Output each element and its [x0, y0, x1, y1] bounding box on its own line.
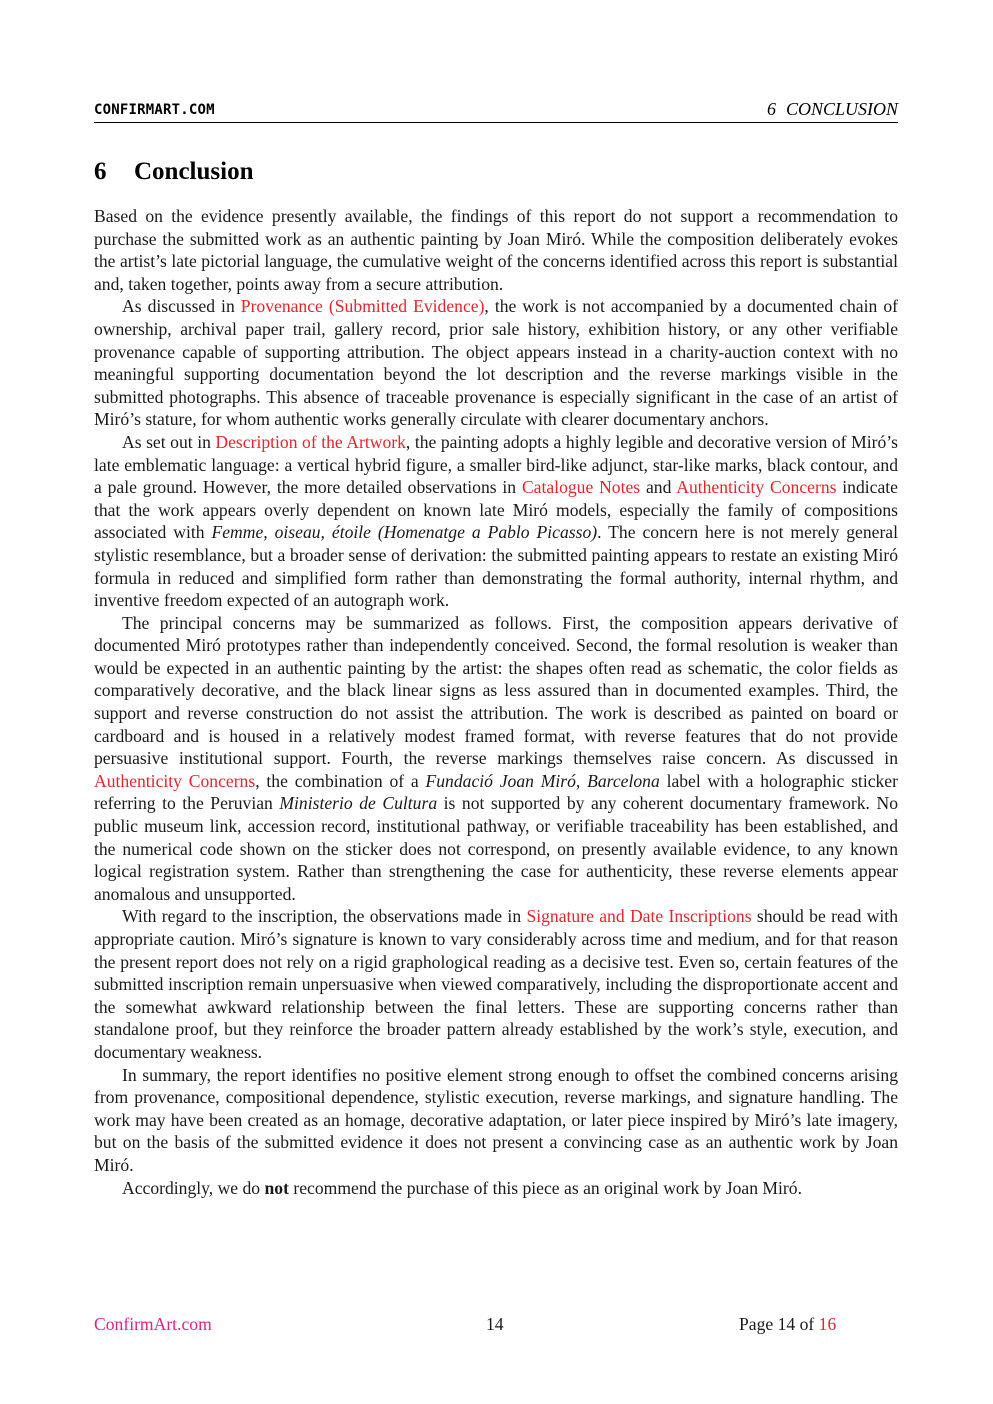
running-header [94, 98, 898, 123]
paragraph-7-text-b: recommend the purchase of this piece as an original work by Joan Miró. [288, 1177, 802, 1198]
paragraph-3-text-e: . The concern here is not merely general stylistic resemblance, but a broader sense of derivation: the submitted painting appears to restate an existing Miró formula in reduced and simplified form rather than demonstrating the formal authority, internal rhythm, and inventive freedom expected of an autograph work. [94, 522, 898, 611]
link-description-of-artwork[interactable]: Description of the Artwork [215, 431, 406, 452]
link-signature-date[interactable]: Signature and Date Inscriptions [526, 906, 752, 927]
paragraph-2 [94, 295, 898, 431]
paragraph-7 [94, 1177, 898, 1200]
paragraph-6: In summary, the report identifies no positive element strong enough to offset the combined concerns arising from provenance, compositional dependence, stylistic execution, reverse markings, and signature handling. The work may have been created as an homage, decorative adaptation, or later piece inspired by Miró’s late imagery, but on the basis of the submitted evidence it does not present a convincing case as an authentic work by Joan Miró. [94, 1064, 898, 1175]
paragraph-5-text-b: should be read with appropriate caution. Miró’s signature is known to vary considerably across time and medium, and for that reason the present report does not rely on a rigid graphological reading as a decisive test. Even so, certain features of the submitted inscription remain unpersuasive when viewed comparatively, including the disproportionate accent and the somewhat awkward relationship between the final letters. These are supporting concerns rather than standalone proof, but they reinforce the broader pattern already established by the work’s style, execution, and documentary weakness. [94, 906, 898, 1062]
paragraph-4-text-c: label with a holographic sticker referring to the Peruvian [94, 770, 898, 814]
paragraph-5-text-a: With regard to the inscription, the observations made in [122, 906, 527, 927]
paragraph-3 [94, 431, 898, 612]
paragraph-5 [94, 905, 898, 1063]
footer-site-link[interactable]: ConfirmArt.com [94, 1314, 212, 1334]
paragraph-3-text-d: indicate that the work appears overly dependent on known late Miró models, especially the family of compositions associated with [94, 477, 898, 543]
document-page [94, 0, 898, 1404]
link-authenticity-concerns[interactable]: Authenticity Concerns [676, 477, 837, 498]
footer-page-of-label: Page 14 of [739, 1314, 819, 1334]
footer-page-of [739, 1314, 836, 1335]
paragraph-1: Based on the evidence presently available, the findings of this report do not support a recommendation to purchase the submitted work as an authentic painting by Joan Miró. While the composition deliberately evokes the artist’s late pictorial language, the cumulative weight of the concerns identified across this report is substantial and, taken together, points away from a secure attribution. [94, 206, 898, 294]
artwork-title: Femme, oiseau, étoile (Homenatge a Pablo Picasso) [211, 522, 598, 543]
paragraph-2-text-a: As discussed in [122, 296, 241, 317]
fundacio-label-name: Fundació Joan Miró, Barcelona [425, 770, 660, 791]
paragraph-4 [94, 612, 898, 906]
ministerio-name: Ministerio de Cultura [279, 793, 438, 814]
header-section-label [767, 99, 898, 120]
conclusion-body [94, 205, 898, 1199]
footer-page-number: 14 [486, 1314, 504, 1334]
section-title: Conclusion [134, 158, 254, 185]
header-section-number: 6 [766, 99, 776, 119]
paragraph-4-text-a: The principal concerns may be summarized as follows. First, the composition appears derivative of documented Miró prototypes rather than independently conceived. Second, the formal resolution is weaker than would be expected in an authentic painting by the artist: the shapes often read as schematic, the color fields as comparatively decorative, and the black linear signs as less assured than in documented examples. Third, the support and reverse construction do not assist the attribution. The work is described as painted on board or cardboard and is housed in a relatively modest framed format, with reverse features that do not provide persuasive institutional support. Fourth, the reverse markings themselves raise concern. As discussed in [94, 612, 898, 769]
paragraph-2-text-b: , the work is not accompanied by a documented chain of ownership, archival paper trail, gallery record, prior sale history, exhibition history, or any other verifiable provenance capable of supporting attribution. The object appears instead in a charity-auction context with no meaningful supporting documentation beyond the lot description and the reverse markings visible in the submitted photographs. This absence of traceable provenance is especially significant in the case of an artist of Miró’s stature, for whom authentic works generally circulate with clearer documentary anchors. [94, 296, 898, 430]
section-number: 6 [94, 158, 107, 185]
emphasis-not: not [264, 1177, 289, 1198]
paragraph-3-text-c: and [640, 477, 677, 498]
paragraph-7-text-a: Accordingly, we do [122, 1177, 265, 1198]
section-heading [94, 158, 253, 186]
paragraph-4-text-d: is not supported by any coherent documentary framework. No public museum link, accession record, institutional pathway, or verifiable traceability has been established, and the numerical code shown on the sticker does not correspond, on presently available evidence, to any known logical registration system. Rather than strengthening the case for authenticity, these reverse elements appear anomalous and unsupported. [94, 793, 898, 904]
page-footer [94, 1314, 898, 1338]
confirmart-logo: CONFIRMART.COM [94, 102, 215, 118]
footer-page-total-link[interactable]: 16 [818, 1314, 837, 1334]
paragraph-3-text-a: As set out in [122, 431, 216, 452]
header-section-title: CONCLUSION [785, 99, 898, 119]
paragraph-4-text-b: , the combination of a [255, 770, 426, 791]
link-provenance[interactable]: Provenance (Submitted Evidence) [240, 296, 485, 317]
paragraph-3-text-b: , the painting adopts a highly legible and decorative version of Miró’s late emblematic language: a vertical hybrid figure, a smaller bird-like adjunct, star-like marks, black contour, and a pale ground. However, the more detailed observations in [94, 431, 899, 498]
link-authenticity-concerns-2[interactable]: Authenticity Concerns [94, 770, 256, 791]
link-catalogue-notes[interactable]: Catalogue Notes [521, 477, 641, 498]
